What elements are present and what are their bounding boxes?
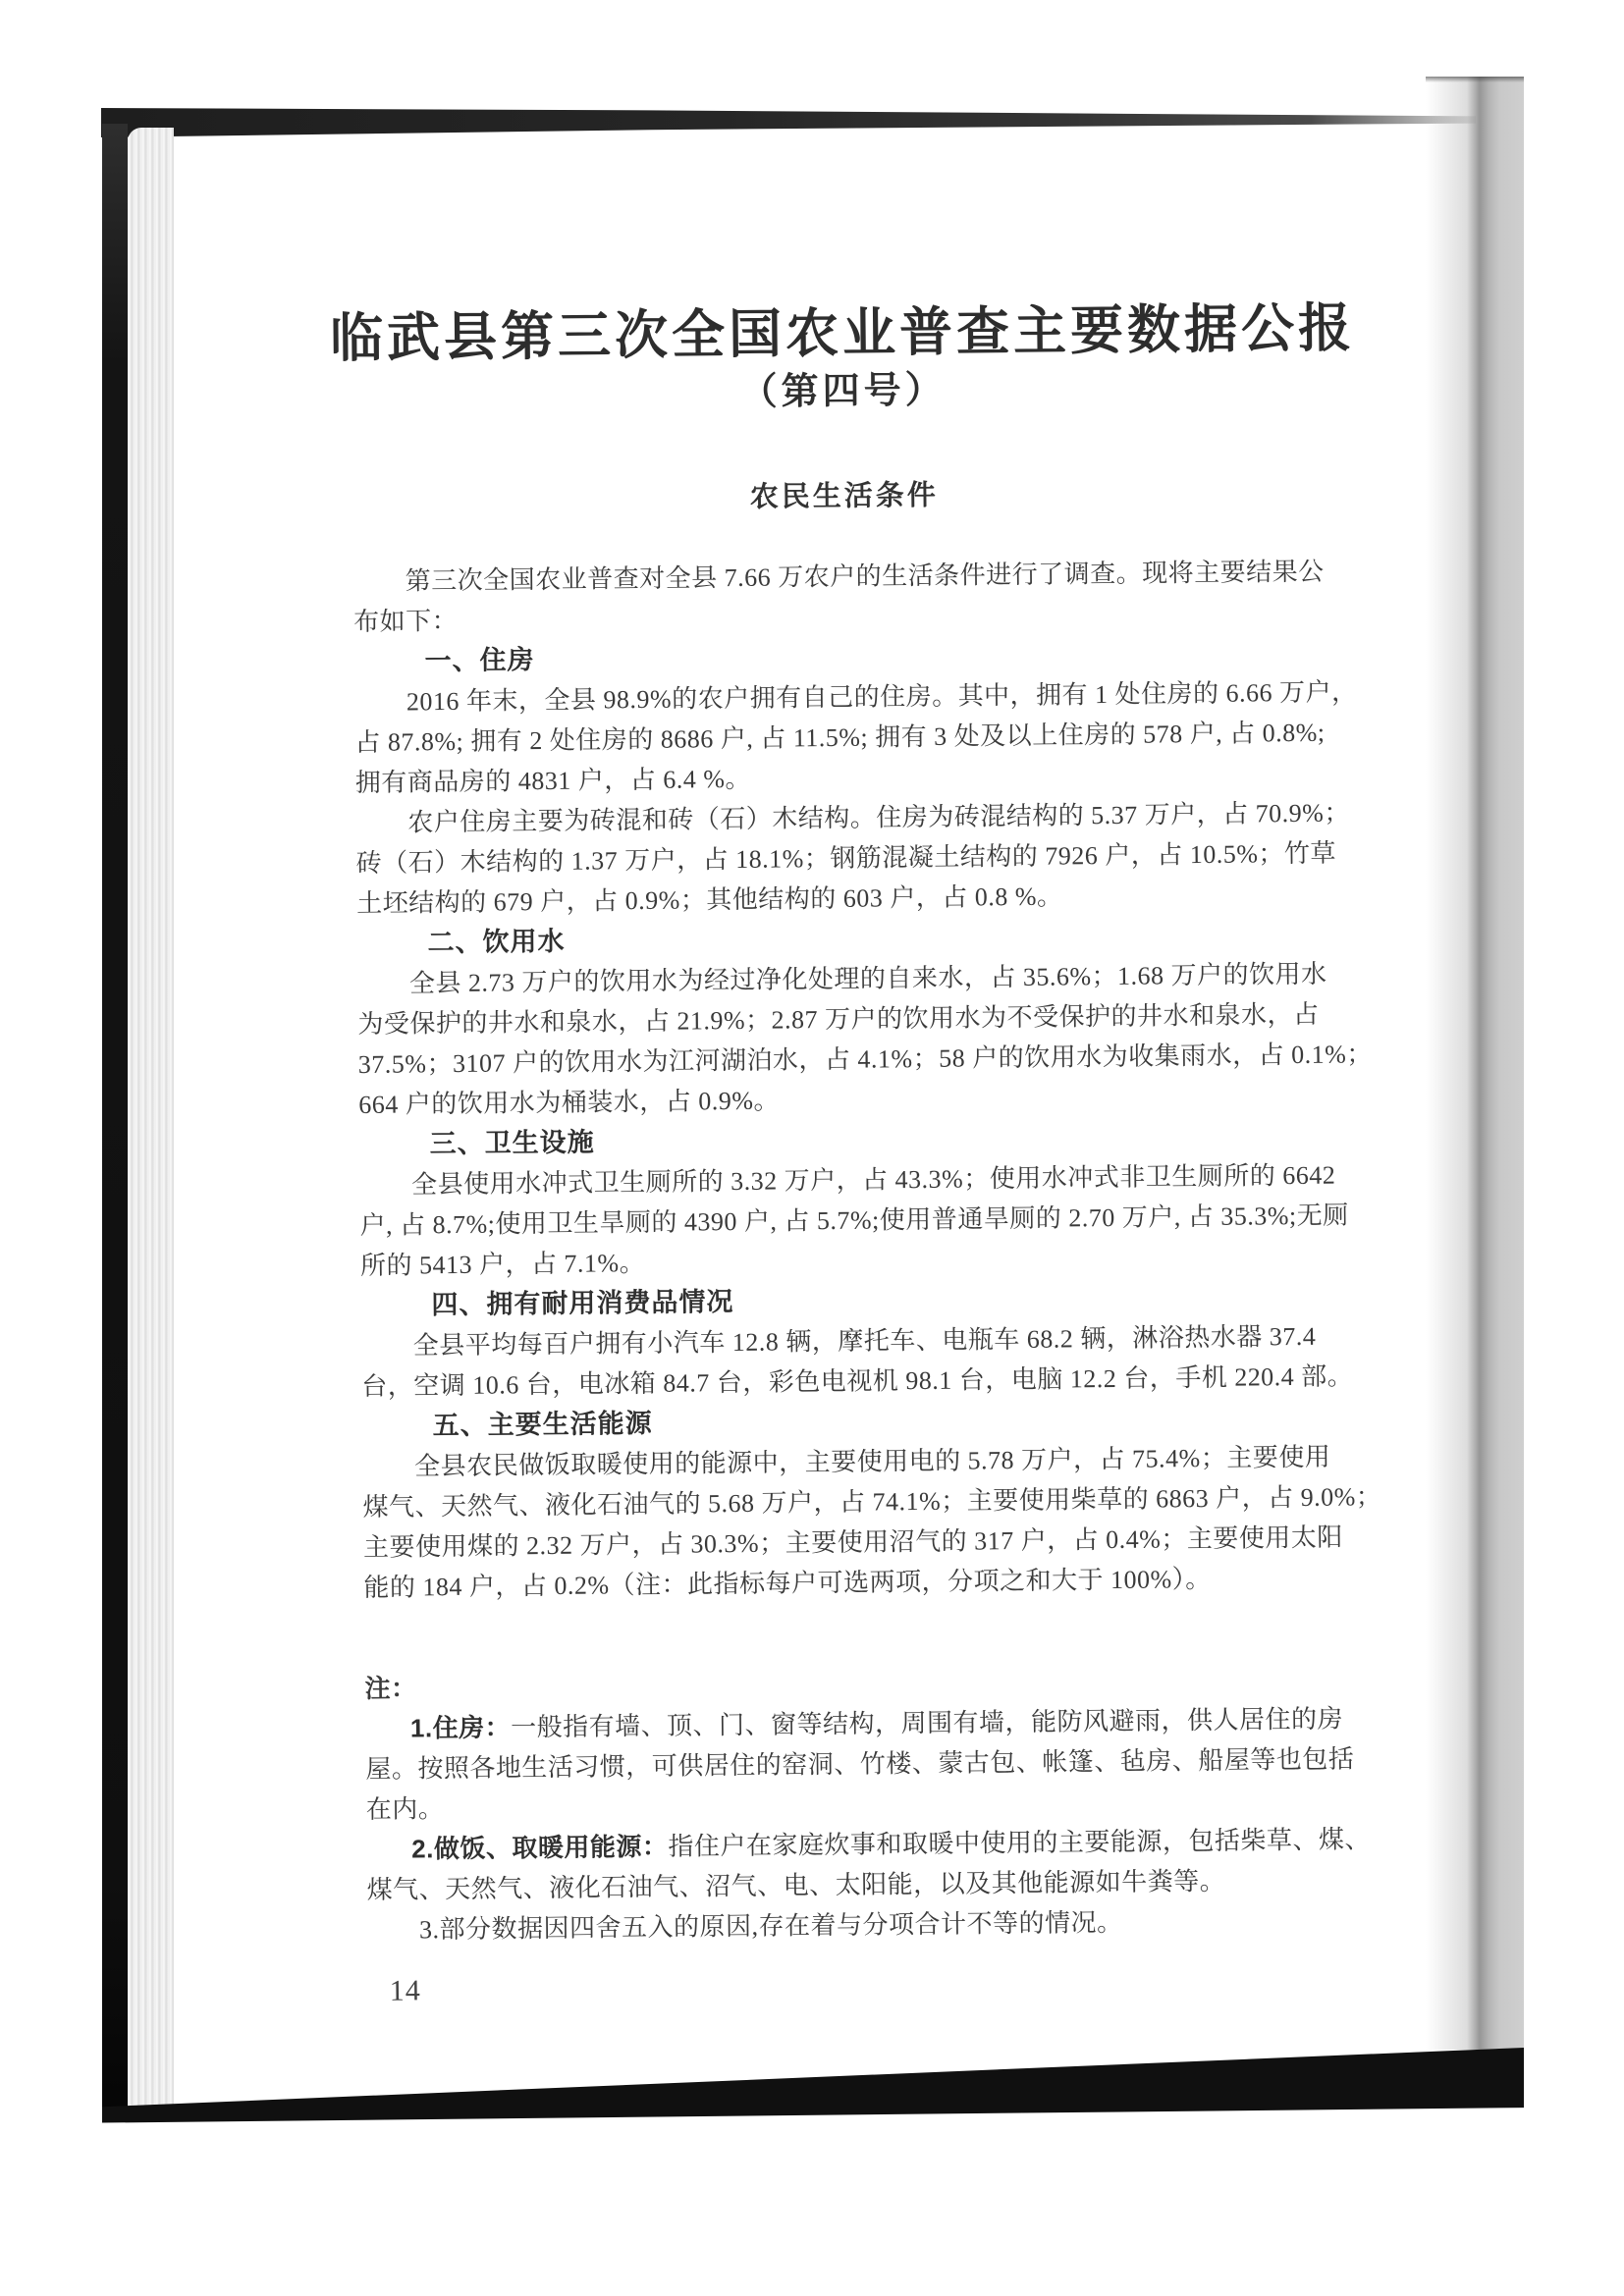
section-title-line: 一、住房 (424, 645, 535, 676)
page-title: 临武县第三次全国农业普查主要数据公报 (329, 298, 1356, 369)
text-line: 2016 年末，全县 98.9%的农户拥有自己的住房。其中，拥有 1 处住房的 6.66 万户， (406, 677, 1358, 717)
text-line: 布如下： (352, 606, 459, 637)
section-title-line: 五、主要生活能源 (432, 1408, 653, 1441)
section-title-line: 四、拥有耐用消费品情况 (431, 1287, 734, 1320)
text-line: 全县平均每百户拥有小汽车 12.8 辆，摩托车、电瓶车 68.2 辆，淋浴热水器 37.4 (412, 1321, 1317, 1361)
text-line: 注： (364, 1673, 417, 1703)
text-line: 台，空调 10.6 台，电冰箱 84.7 台，彩色电视机 98.1 台，电脑 12.2 台，手机 220.4 部。 (361, 1362, 1354, 1401)
text-line: 所的 5413 户，占 7.1%。 (359, 1248, 646, 1280)
text-line: 1.住房：一般指有墙、顶、门、窗等结构，周围有墙，能防风避雨，供人居住的房 (409, 1704, 1344, 1743)
book-page (329, 0, 1442, 2296)
text-line: 全县 2.73 万户的饮用水为经过净化处理的自来水，占 35.6%；1.68 万户的饮用水 (408, 959, 1327, 998)
text-line: 37.5%；3107 户的饮用水为江河湖泊水，占 4.1%；58 户的饮用水为收集雨水，占 0.1%； (357, 1040, 1373, 1079)
page-stack-edges (128, 128, 174, 2114)
text-line: 屋。按照各地生活习惯，可供居住的窑洞、竹楼、蒙古包、帐篷、毡房、船屋等也包括 (365, 1744, 1355, 1784)
text-line: 煤气、天然气、液化石油气的 5.68 万户，占 74.1%；主要使用柴草的 6863 户，占 9.0%； (362, 1482, 1382, 1522)
text-line: 3.部分数据因四舍五入的原因,存在着与分项合计不等的情况。 (418, 1907, 1123, 1945)
text-line: 农户住房主要为砖混和砖（石）木结构。住房为砖混结构的 5.37 万户，占 70.9%； (407, 798, 1351, 837)
book-left-edge-shadow (102, 124, 128, 2122)
page-number: 14 (389, 1974, 421, 2007)
text-line: 为受保护的井水和泉水，占 21.9%；2.87 万户的饮用水为不受保护的井水和泉水，占 (357, 999, 1320, 1040)
text-line: 在内。 (365, 1794, 445, 1824)
text-line: 能的 184 户，占 0.2%（注：此指标每户可选两项，分项之和大于 100%）。 (363, 1564, 1212, 1602)
text-line: 664 户的饮用水为桶装水，占 0.9%。 (358, 1086, 781, 1119)
note-lead-label: 2.做饭、取暖用能源： (411, 1831, 669, 1864)
section-title-line: 三、卫生设施 (429, 1127, 595, 1159)
text-line: 主要使用煤的 2.32 万户，占 30.3%；主要使用沼气的 317 户，占 0.4%；主要使用太阳 (362, 1522, 1343, 1562)
book-gutter-shadow (1426, 77, 1524, 2050)
notes-section (364, 1658, 1439, 1950)
text-line: 第三次全国农业普查对全县 7.66 万农户的生活条件进行了调查。现将主要结果公 (405, 557, 1325, 596)
note-lead-label: 1.住房： (409, 1712, 512, 1743)
text-line: 土坯结构的 679 户，占 0.9%；其他结构的 603 户，占 0.8 %。 (355, 881, 1063, 919)
text-line: 砖（石）木结构的 1.37 万户，占 18.1%；钢筋混凝土结构的 7926 户，占 10.5%；竹草 (355, 838, 1337, 879)
text-line: 全县使用水冲式卫生厕所的 3.32 万户，占 43.3%；使用水冲式非卫生厕所的 6642 (410, 1160, 1336, 1200)
text-line: 占 87.8%; 拥有 2 处住房的 8686 户, 占 11.5%; 拥有 3 处及以上住房的 578 户, 占 0.8%; (354, 718, 1326, 758)
section-title-line: 二、饮用水 (427, 926, 566, 958)
bulletin-body-text (352, 551, 1435, 1608)
text-line: 2.做饭、取暖用能源：指住户在家庭炊事和取暖中使用的主要能源，包括柴草、煤、 (411, 1825, 1372, 1864)
text-line: 煤气、天然气、液化石油气、沼气、电、太阳能，以及其他能源如牛粪等。 (366, 1866, 1226, 1904)
text-line: 拥有商品房的 4831 户，占 6.4 %。 (354, 764, 752, 798)
text-line: 全县农民做饭取暖使用的能源中，主要使用电的 5.78 万户，占 75.4%；主要使用 (413, 1442, 1331, 1481)
page-subtitle: （第四号） (739, 369, 947, 413)
section-heading: 农民生活条件 (749, 479, 939, 513)
text-line: 户, 占 8.7%;使用卫生旱厕的 4390 户, 占 5.7%;使用普通旱厕的 2.70 万户, 占 35.3%;无厕 (359, 1201, 1349, 1240)
